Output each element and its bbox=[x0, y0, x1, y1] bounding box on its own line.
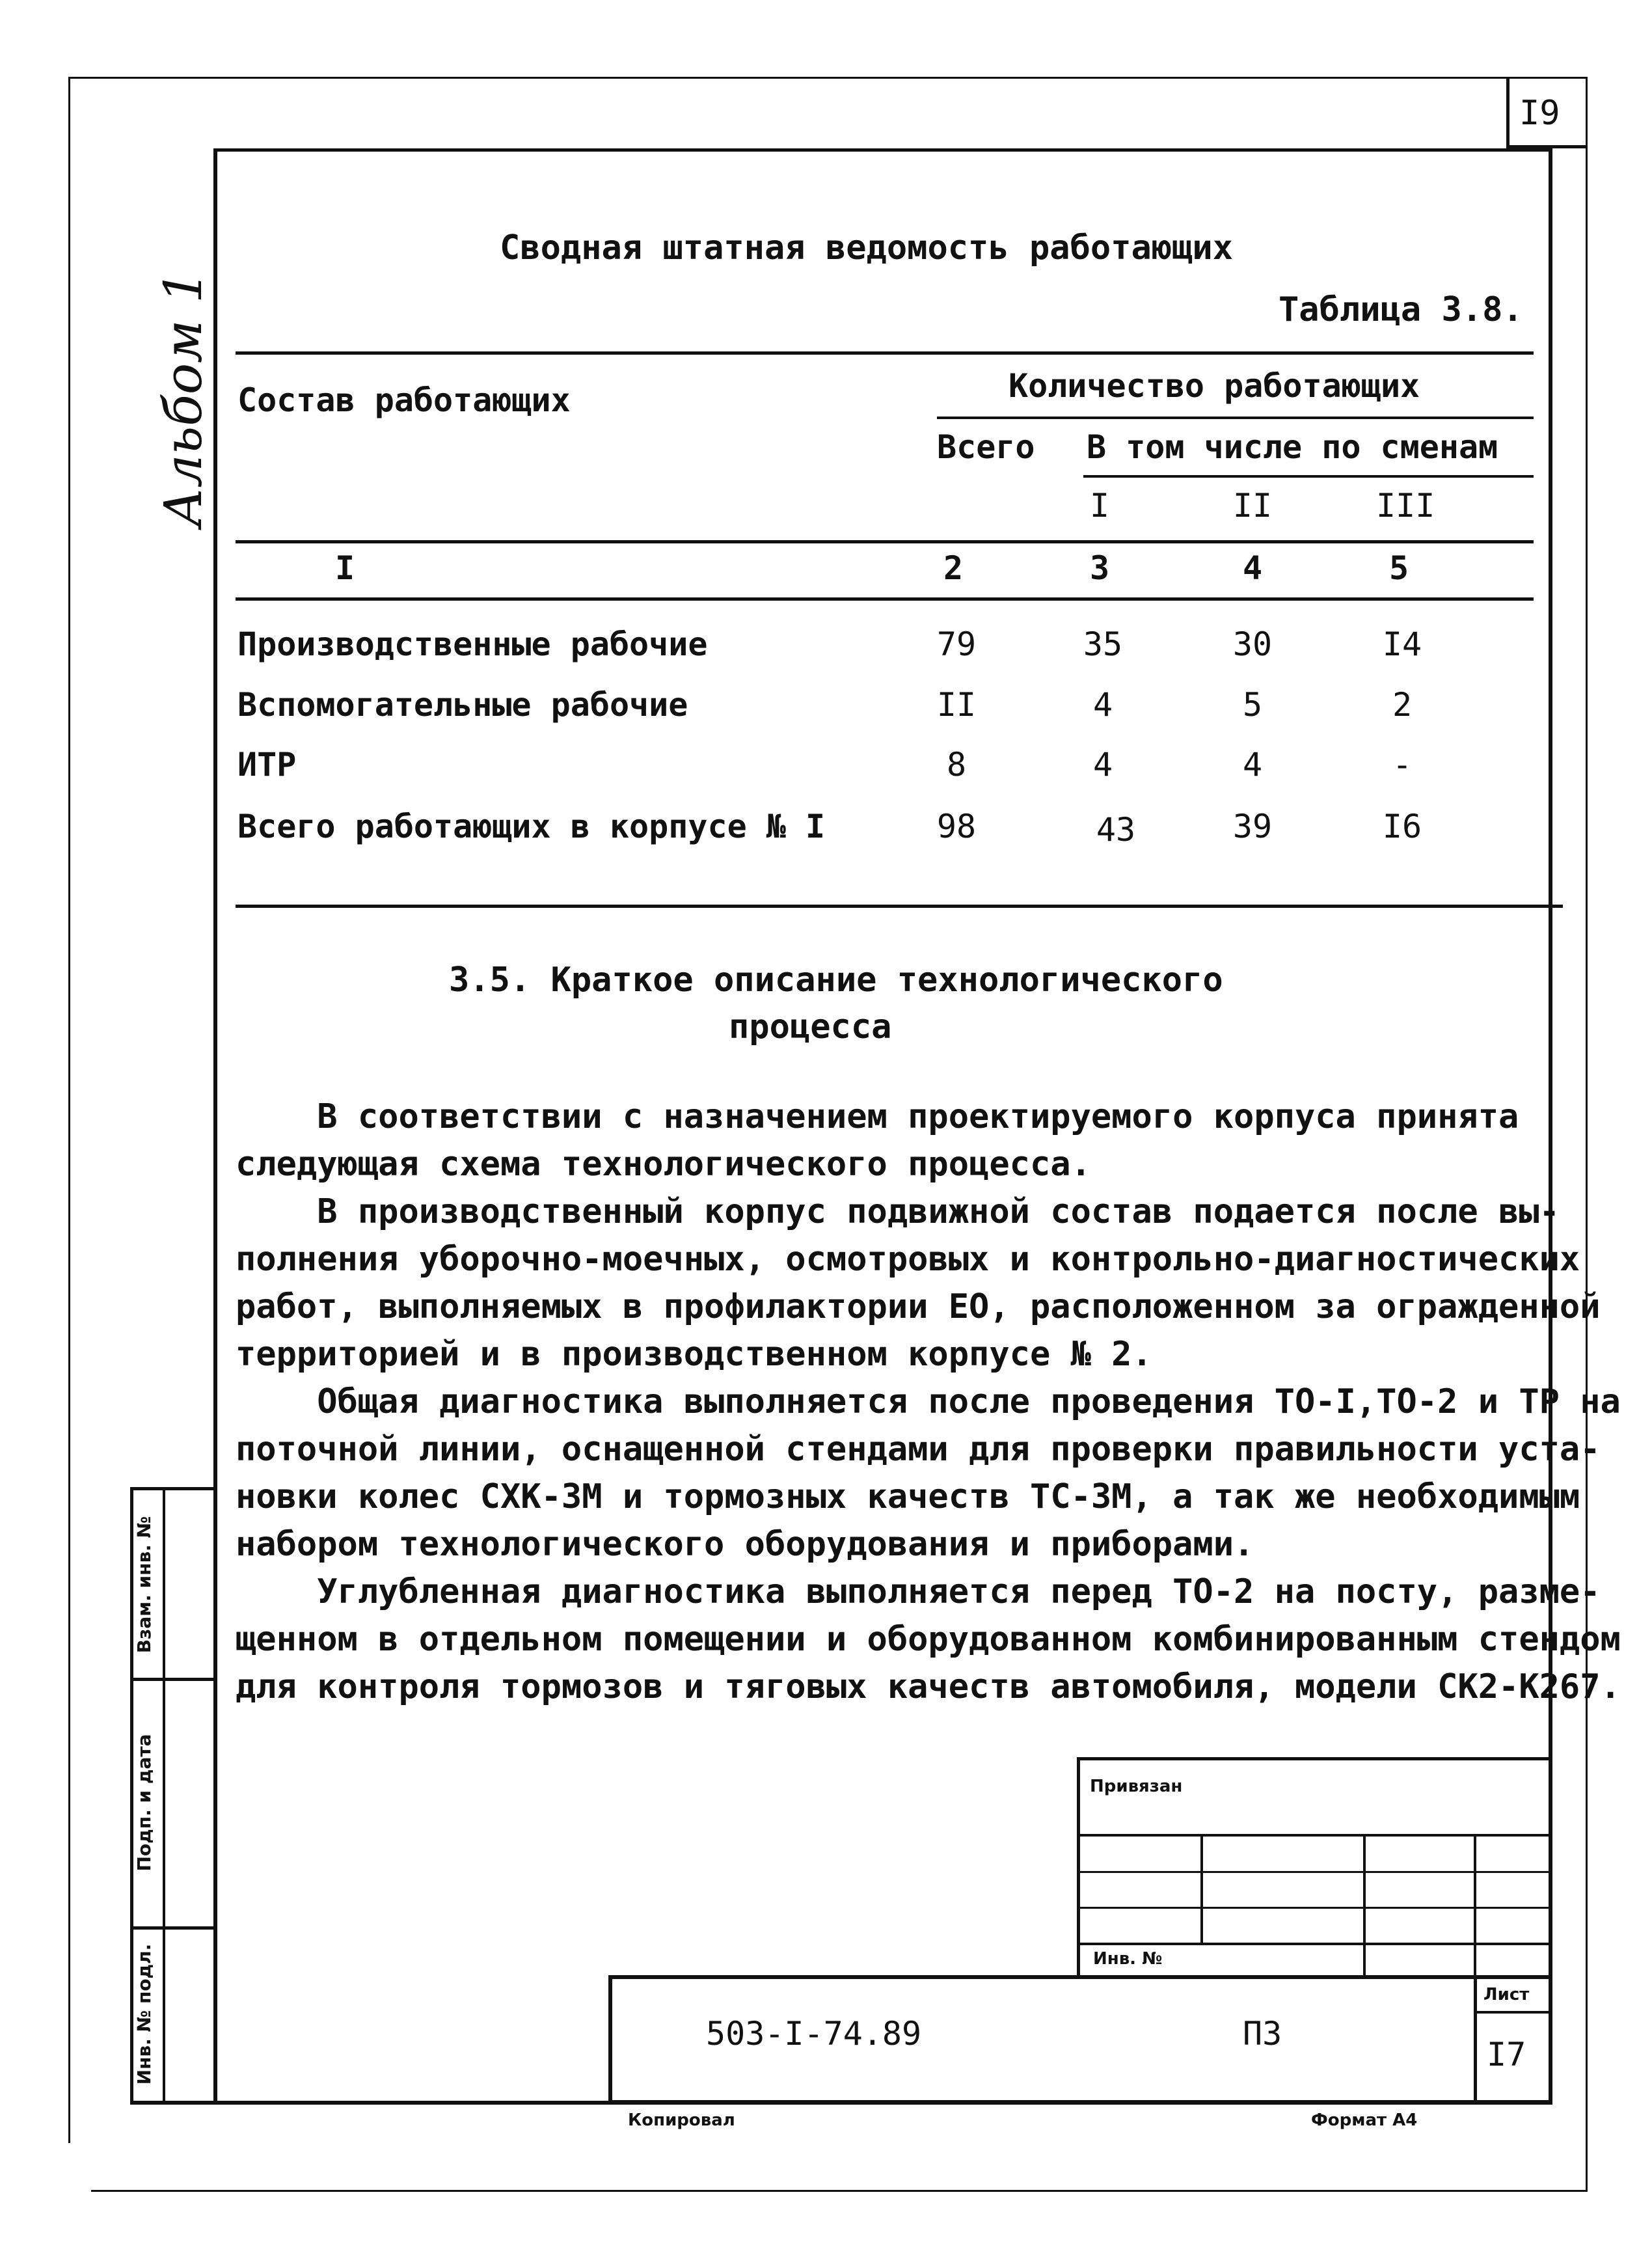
body-line: следующая схема технологического процесса. bbox=[236, 1145, 1091, 1184]
row-shift-2: 30 bbox=[1232, 625, 1273, 663]
row-total: 98 bbox=[936, 808, 977, 845]
outer-frame-top bbox=[68, 77, 1588, 79]
album-handwritten-note: Альбом 1 bbox=[153, 270, 213, 527]
inv-no-label: Инв. № bbox=[1093, 1949, 1163, 1969]
body-line: В производственный корпус подвижной состав подается после вы- bbox=[236, 1192, 1560, 1231]
linked-col-3 bbox=[1474, 1834, 1476, 1977]
body-line: Общая диагностика выполняется после проведения ТО-I,ТО-2 и ТР на bbox=[236, 1382, 1621, 1421]
col-quantity-header: Количество работающих bbox=[1009, 367, 1420, 405]
linked-row-2 bbox=[1077, 1871, 1552, 1873]
row-shift-3: I4 bbox=[1382, 625, 1422, 663]
side-label-podp-data: Подп. и дата bbox=[133, 1734, 155, 1872]
footer-format: Формат А4 bbox=[1311, 2111, 1418, 2130]
section-heading-line2: процесса bbox=[729, 1007, 892, 1046]
body-line: полнения уборочно-моечных, осмотровых и контрольно-диагностических bbox=[236, 1240, 1580, 1279]
linked-row-1 bbox=[1077, 1834, 1552, 1837]
column-number-1: I bbox=[334, 549, 355, 587]
table-shifts-rule bbox=[1083, 475, 1534, 478]
document-title: Сводная штатная ведомость работающих bbox=[500, 228, 1234, 267]
side-label-vzam-inv: Взам. инв. № bbox=[133, 1516, 155, 1654]
row-shift-1: 4 bbox=[1092, 746, 1113, 784]
linked-row-4 bbox=[1077, 1943, 1552, 1945]
outer-frame-bottom bbox=[91, 2190, 1588, 2192]
sheet-number: I7 bbox=[1487, 2036, 1526, 2073]
linked-row-3 bbox=[1077, 1907, 1552, 1909]
body-line: новки колес СХК-3М и тормозных качеств ТС-3М, а так же необходимым bbox=[236, 1477, 1580, 1516]
table-header-bottom-rule bbox=[236, 540, 1534, 543]
row-shift-1: 35 bbox=[1083, 625, 1123, 663]
row-shift-3: - bbox=[1392, 746, 1413, 784]
row-total: 79 bbox=[936, 625, 977, 663]
row-name: Вспомогательные рабочие bbox=[237, 686, 688, 724]
table-reference: Таблица 3.8. bbox=[1279, 290, 1523, 329]
row-name: Всего работающих в корпусе № I bbox=[237, 808, 826, 845]
linked-col-2 bbox=[1363, 1834, 1366, 1977]
sheet-label: Лист bbox=[1483, 1985, 1530, 2004]
page-number: I9 bbox=[1519, 94, 1560, 133]
shift-number-1: I bbox=[1089, 487, 1110, 525]
column-number-3: 3 bbox=[1089, 549, 1110, 587]
body-line: для контроля тормозов и тяговых качеств автомобиля, модели СК2-К267. bbox=[236, 1667, 1621, 1706]
body-line: территорией и в производственном корпусе № 2. bbox=[236, 1335, 1152, 1374]
outer-frame-left bbox=[68, 77, 70, 2143]
title-block-sheet-label-rule bbox=[1474, 2011, 1552, 2014]
row-shift-2: 5 bbox=[1242, 686, 1263, 724]
row-name: ИТР bbox=[237, 746, 297, 784]
body-line: набором технологического оборудования и приборами. bbox=[236, 1525, 1254, 1564]
table-numbers-rule bbox=[236, 597, 1534, 601]
body-line: поточной линии, оснащенной стендами для проверки правильности уста- bbox=[236, 1430, 1601, 1469]
row-shift-2: 4 bbox=[1242, 746, 1263, 784]
col-shifts-header: В том числе по сменам bbox=[1087, 428, 1498, 466]
table-qty-rule bbox=[937, 417, 1534, 419]
col-total-header: Всего bbox=[937, 428, 1035, 466]
linked-label: Привязан bbox=[1090, 1777, 1183, 1796]
row-shift-3: 2 bbox=[1392, 686, 1413, 724]
body-line: работ, выполняемых в профилактории ЕО, расположенном за огражденной bbox=[236, 1287, 1601, 1326]
column-number-4: 4 bbox=[1242, 549, 1263, 587]
table-bottom-rule bbox=[236, 905, 1563, 908]
table-top-rule bbox=[236, 351, 1534, 355]
document-code: 503-I-74.89 bbox=[706, 2015, 922, 2053]
side-stamp-inner-divider bbox=[163, 1487, 165, 2104]
row-total: II bbox=[936, 686, 977, 724]
outer-frame-right bbox=[1586, 77, 1588, 2192]
shift-number-2: II bbox=[1232, 487, 1273, 525]
side-label-inv-podl: Инв. № подл. bbox=[133, 1943, 155, 2085]
title-block-sheet-divider bbox=[1474, 1975, 1477, 2104]
row-name: Производственные рабочие bbox=[237, 625, 708, 663]
column-number-5: 5 bbox=[1388, 549, 1409, 587]
row-total: 8 bbox=[946, 746, 967, 784]
section-heading-line1: 3.5. Краткое описание технологического bbox=[449, 961, 1223, 1000]
linked-col-1 bbox=[1200, 1834, 1203, 1945]
footer-copied: Копировал bbox=[628, 2111, 735, 2130]
document-type: ПЗ bbox=[1243, 2015, 1282, 2053]
body-line: щенном в отдельном помещении и оборудованном комбинированным стендом bbox=[236, 1620, 1621, 1659]
column-number-2: 2 bbox=[943, 549, 964, 587]
shift-number-3: III bbox=[1376, 487, 1435, 525]
body-line: В соответствии с назначением проектируемого корпуса принята bbox=[236, 1097, 1519, 1136]
row-shift-3: I6 bbox=[1382, 808, 1422, 845]
row-shift-1: 4 bbox=[1092, 686, 1113, 724]
col-composition-header: Состав работающих bbox=[237, 381, 571, 419]
row-shift-2: 39 bbox=[1232, 808, 1273, 845]
inner-frame-top bbox=[215, 148, 1552, 152]
row-shift-1: 43 bbox=[1096, 811, 1136, 849]
body-line: Углубленная диагностика выполняется перед ТО-2 на посту, разме- bbox=[236, 1572, 1601, 1611]
